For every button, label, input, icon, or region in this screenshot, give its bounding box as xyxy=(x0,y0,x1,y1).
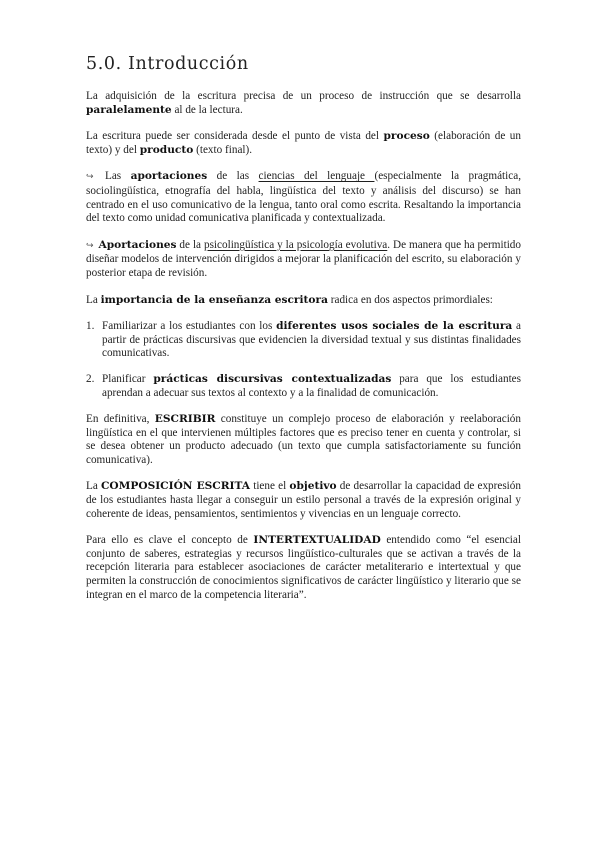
text-run: tiene el xyxy=(250,480,290,493)
text-run: para que los estudiantes aprendan a adecuar sus textos al contexto y a la finalidad de comunicación. xyxy=(102,372,521,399)
list-item xyxy=(86,320,521,361)
underlined-term: psicolingüística y la psicología evolutiva xyxy=(203,238,388,251)
bold-term: importancia de la enseñanza escritora xyxy=(100,293,328,306)
text-run: al de la lectura. xyxy=(171,103,243,116)
paragraph-importancia xyxy=(86,294,521,308)
paragraph-intertextualidad xyxy=(86,534,521,602)
paragraph-proceso-producto xyxy=(86,130,521,157)
text-run: La xyxy=(86,293,101,306)
text-run: de desarrollar la capacidad de expresión de los estudiantes hasta llegar a conseguir un estilo personal a través de la expresión original y coherente de ideas, pensamientos, sentimientos y vivencias en un lenguaje correcto. xyxy=(86,480,521,520)
bold-term: diferentes usos sociales de la escritura xyxy=(276,320,513,333)
paragraph-composicion xyxy=(86,480,521,521)
text-run: La escritura puede ser considerada desde el punto de vista del xyxy=(86,130,384,143)
text-run: constituye un complejo proceso de elaboración y reelaboración lingüística en el que intervienen múltiples factores que es preciso tener en cuenta y controlar, si se desea obtener un producto adecuado (un texto que cumpla satisfactoriamente su función comunicativa). xyxy=(86,413,521,466)
text-run: Familiarizar a los estudiantes con los xyxy=(102,320,277,333)
bold-term: aportaciones xyxy=(130,170,208,183)
list-item-text xyxy=(102,373,521,400)
bold-term: COMPOSICIÓN ESCRITA xyxy=(101,480,251,493)
bold-term: Aportaciones xyxy=(98,238,177,251)
bold-term: ESCRIBIR xyxy=(154,413,216,426)
numbered-list xyxy=(86,320,521,400)
paragraph-aportaciones-lenguaje xyxy=(86,170,521,225)
text-run: radica en dos aspectos primordiales: xyxy=(327,293,493,306)
bold-term: objetivo xyxy=(289,480,337,493)
text-run: de la xyxy=(176,238,204,251)
text-run: Planificar xyxy=(102,372,154,385)
bold-term: INTERTEXTUALIDAD xyxy=(253,534,381,547)
list-number: 2. xyxy=(86,372,95,385)
hook-arrow-icon: ↪ xyxy=(86,172,94,183)
text-run: La adquisición de la escritura precisa de un proceso de instrucción que se desarrolla xyxy=(86,90,521,102)
list-item-text xyxy=(102,320,521,361)
section-heading: 5.0. Introducción xyxy=(86,54,249,74)
paragraph-aportaciones-psicologia xyxy=(86,239,521,281)
text-run: . De manera que ha permitido diseñar modelos de intervención dirigidos a mejorar la planificación del escrito, su elaboración y posterior etapa de revisión. xyxy=(86,238,521,279)
text-run: (elaboración de un texto) y del xyxy=(86,130,521,156)
underlined-term: ciencias del lenguaje xyxy=(258,170,375,183)
list-number: 1. xyxy=(86,320,95,333)
text-run: (texto final). xyxy=(193,143,253,156)
text-run: Las xyxy=(95,170,131,183)
text-run: de las xyxy=(207,170,259,183)
paragraph-intro xyxy=(86,90,521,117)
document-page xyxy=(86,52,521,615)
bold-term: proceso xyxy=(383,130,430,143)
list-item xyxy=(86,373,521,400)
paragraph-escribir xyxy=(86,413,521,467)
text-run: (especialmente la pragmática, sociolingüística, etnografía del habla, lingüística del texto y análisis del discurso) se han centrado en el uso comunicativo de la lengua, tanto oral como escrita. Resaltando la importancia del texto como unidad comunicativa planificada y contextualizada. xyxy=(86,170,522,225)
text-run: La xyxy=(86,480,101,493)
bold-term: paralelamente xyxy=(86,103,172,116)
text-run: entendido como “el esencial conjunto de saberes, estrategias y recursos lingüístico-culturales que se activan a través de la recepción literaria para establecer asociaciones de carácter metaliterario e intertextual y que permiten la construcción de conocimientos significativos de carácter lingüístico y literario que se integran en el marco de la competencia literaria”. xyxy=(86,534,521,601)
text-run: Para ello es clave el concepto de xyxy=(86,534,254,547)
text-run: En definitiva, xyxy=(86,413,155,426)
bold-term: prácticas discursivas contextualizadas xyxy=(153,372,392,385)
hook-arrow-icon: ↪ xyxy=(86,240,94,251)
text-run: a partir de prácticas discursivas que evidencien la diversidad textual y sus distintas finalidades comunicativas. xyxy=(102,320,521,360)
bold-term: producto xyxy=(139,143,194,156)
